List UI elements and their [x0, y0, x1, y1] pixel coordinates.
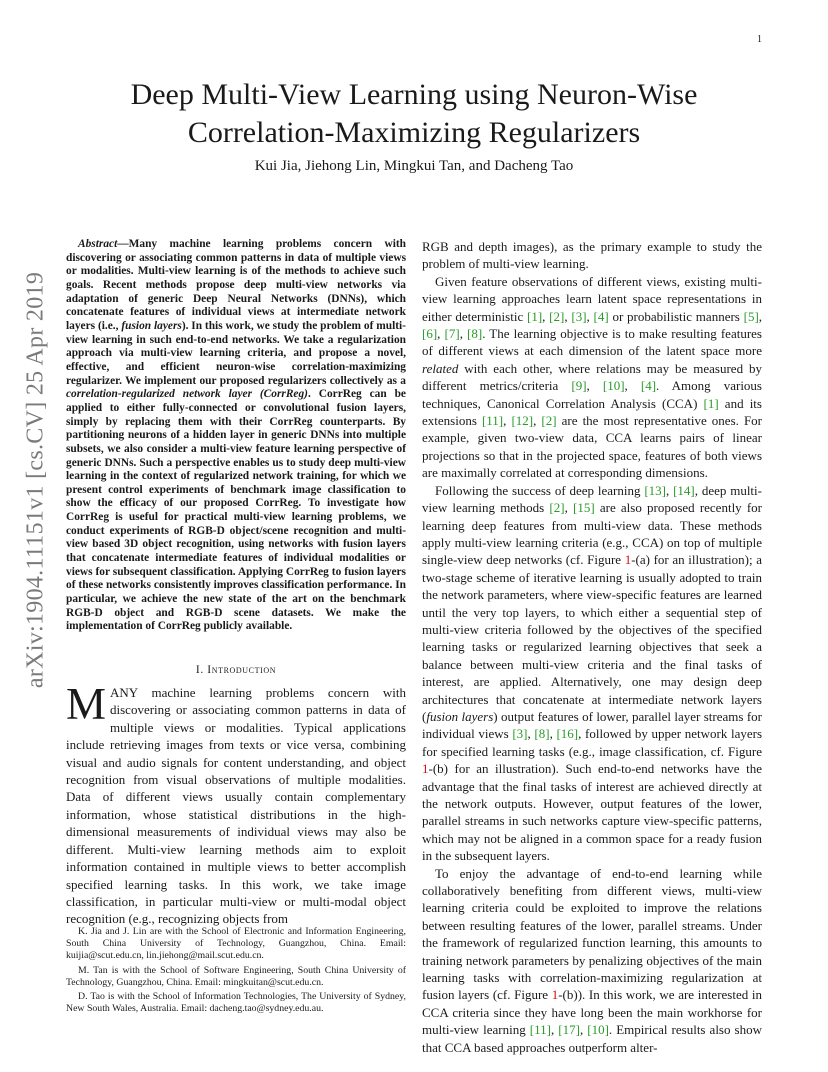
abstract-text-3: . CorrReg can be applied to either fully-connected or convolutional fusion layers, simply by replacing them with their CorrReg counterparts. By partitioning neurons of a hidden layer in generic DNNs into multiple subsets, we also consider a multi-view feature learning perspective of generic DNNs. Such a perspective enables us to study deep multi-view learning in the context of regularized network training, for which we present control experiments of benchmark image classification to show the efficacy of our proposed CorrReg. To investigate how CorrReg is useful for practical multi-view learning problems, we conduct experiments of RGB-D object/scene recognition and multi-view based 3D object recognition, using networks with fusion layers that concatenate intermediate features of individual modalities or views for subsequent classification. Applying CorrReg to fusion layers of these networks consistently improves classification performance. In particular, we achieve the new state of the art on the benchmark RGB-D object and RGB-D scene datasets. We make the implementation of CorrReg publicly available.: [66, 388, 406, 633]
emphasis: related: [422, 360, 459, 376]
text-run: To enjoy the advantage of end-to-end learning while collaboratively benefiting from different views, multi-view learning criteria could be exploited to improve the relations between resulting features of the lower, parallel streams. Under the framework of regularized function learning, this amounts to training network parameters by penalizing objectives of the main learning tasks with correlation-maximizing regularization at fusion layers (cf. Figure: [422, 865, 762, 1003]
footnote-tan: M. Tan is with the School of Software Engineering, South China University of Technology, Guangzhou, China. Email: mingkuitan@scut.edu.cn.: [66, 964, 406, 988]
text-run: , followed by upper network layers for specified learning tasks (e.g., image classification, cf. Figure: [422, 726, 763, 759]
drop-cap: M: [66, 679, 107, 730]
citation-link[interactable]: [2]: [541, 413, 557, 429]
citation-link[interactable]: [16]: [556, 726, 579, 742]
title-line-1: Deep Multi-View Learning using Neuron-Wise: [130, 78, 698, 111]
citation-link[interactable]: [1]: [526, 308, 543, 324]
text-run: . The learning objective is to make resulting features of different views at each dimension of the latent space more: [422, 326, 762, 359]
abstract-text-2: ). In this work, we study the problem of multi-view learning in such end-to-end networks. We take a regularization approach via multi-view learning criteria, and propose a novel, effective, and efficient neuron-wise correlation-maximizing regularizer. We implement our proposed regularizers collectively as a: [66, 319, 406, 387]
text-run: Following the success of deep learning: [435, 482, 645, 498]
text-run: are also proposed recently for learning deep features from multi-view data. These methods apply multi-view learning criteria (e.g., CCA) on top of multiple single-view deep networks (cf. Figure: [422, 500, 763, 568]
intro-paragraph-4: To enjoy the advantage of end-to-end learning while collaboratively benefiting from different views, multi-view learning criteria could be exploited to improve the relations between resulting features of the lower, parallel streams. Under the framework of regularized function learning, this amounts to training network parameters by penalizing objectives of the main learning tasks with correlation-maximizing regularization at fusion layers (cf. Figure 1-(b)). In this work, we are interested in CCA criteria since they have long been the main workhorse for multi-view learning [11], [17], [10]. Empirical results also show that CCA based approaches outperform alter-: [422, 865, 763, 1055]
page-number: 1: [757, 34, 762, 45]
abstract-text-1: —Many machine learning problems concern with discovering or associating common patterns in data of multiple views or modalities. Multi-view learning is of the methods to achieve such goals. Recent methods propose deep multi-view networks via adaptation of generic Deep Neural Networks (DNNs), which concatenate features of individual views at intermediate network layers (i.e.,: [66, 238, 406, 332]
abstract-label: Abstract: [78, 238, 118, 250]
citation-link[interactable]: [8]: [467, 326, 483, 342]
text-run: are the most representative ones. For example, given two-view data, CCA learns pairs of linear projections so that in the projected space, features of both views are maximally correlated at corresponding dimensions.: [422, 413, 763, 481]
section-heading-introduction: I. Introduction: [195, 664, 277, 677]
author-footnotes: [66, 926, 406, 1017]
citation-link[interactable]: [2]: [549, 500, 565, 516]
figure-reference-link[interactable]: 1: [624, 552, 632, 568]
citation-link[interactable]: [15]: [573, 500, 595, 516]
footnote-tao: D. Tao is with the School of Information Technologies, The University of Sydney, New South Wales, Australia. Email: dacheng.tao@sydney.edu.au.: [66, 991, 406, 1015]
citation-link[interactable]: [1]: [703, 395, 719, 411]
paper-title: [60, 76, 768, 152]
abstract-emphasis-2: correlation-regularized network layer (CorrReg): [66, 388, 308, 401]
citation-link[interactable]: [3]: [571, 308, 587, 324]
text-run: or probabilistic manners: [608, 308, 744, 324]
intro-paragraph-2: Given feature observations of different views, existing multi-view learning approaches learn latent space representations in either deterministic [1], [2], [3], [4] or probabilistic manners [5], [6], [7], [8]. The learning objective is to make resulting features of different views at each dimension of the latent space more related with each other, where relations may be measured by different metrics/criteria [9], [10], [4]. Among various techniques, Canonical Correlation Analysis (CCA) [1] and its extensions [11], [12], [2] are the most representative ones. For example, given two-view data, CCA learns pairs of linear projections so that in the projected space, features of both views are maximally correlated at corresponding dimensions.: [422, 273, 763, 481]
citation-link[interactable]: [10]: [587, 1022, 609, 1038]
citation-link[interactable]: [7]: [444, 326, 460, 342]
citation-link[interactable]: [17]: [558, 1022, 580, 1038]
citation-link[interactable]: [4]: [593, 308, 609, 324]
continuation-paragraph: RGB and depth images), as the primary example to study the problem of multi-view learning.: [422, 239, 762, 272]
abstract-emphasis-1: fusion layers: [121, 319, 182, 332]
author-list: Kui Jia, Jiehong Lin, Mingkui Tan, and Dacheng Tao: [254, 158, 574, 174]
text-run: -(b) for an illustration). Such end-to-end networks have the advantage that the final tasks of interest are achieved directly at the network outputs. However, output features of the lower, parallel streams in such networks capture view-specific patterns, which may not be aligned in a common space for a ready fusion in the subsequent layers.: [422, 761, 762, 864]
text-run: . Empirical results also show that CCA based approaches outperform alter-: [422, 1022, 763, 1055]
citation-link[interactable]: [9]: [571, 378, 587, 394]
citation-link[interactable]: [13]: [644, 482, 666, 498]
emphasis: fusion layers: [426, 708, 494, 724]
intro-paragraph-3: Following the success of deep learning [13], [14], deep multi-view learning methods [2], [15] are also proposed recently for learning deep features from multi-view data. These methods apply multi-view learning criteria (e.g., CCA) on top of multiple single-view deep networks (cf. Figure 1-(a) for an illustration); a two-stage scheme of iterative learning is usually adopted to train the network parameters, where view-specific features are learned until the very top layers, to which either a sequential step of multi-view criteria followed by the objectives of the specified learning tasks or regularized learning objectives that seek a balance between multi-view criteria and the final tasks of interest, are applied. Alternatively, one may design deep architectures that concatenate at intermediate network layers (fusion layers) output features of lower, parallel layer streams for individual views [3], [8], [16], followed by upper network layers for specified learning tasks (e.g., image classification, cf. Figure 1-(b) for an illustration). Such end-to-end networks have the advantage that the final tasks of interest are achieved directly at the network outputs. However, output features of the lower, parallel streams in such networks capture view-specific patterns, which may not be aligned in a common space for a ready fusion in the subsequent layers.: [422, 482, 763, 864]
text-run: -(a) for an illustration); a two-stage scheme of iterative learning is usually adopted to train the network parameters, where view-specific features are learned until the very top layers, to which either a sequential step of multi-view criteria followed by the objectives of the specified learning tasks or regularized learning objectives that seek a balance between multi-view criteria and the final tasks of interest, are applied. Alternatively, one may design deep architectures that concatenate at intermediate network layers (: [422, 552, 762, 724]
citation-link[interactable]: [14]: [673, 482, 695, 498]
citation-link[interactable]: [6]: [422, 326, 438, 342]
right-column: [422, 238, 762, 1056]
figure-reference-link[interactable]: 1: [422, 761, 429, 777]
citation-link[interactable]: [11]: [481, 413, 504, 429]
abstract: [66, 238, 406, 634]
text-run: . Among various techniques, Canonical Correlation Analysis (CCA): [422, 378, 762, 411]
citation-link[interactable]: [5]: [743, 308, 759, 324]
citation-link[interactable]: [11]: [529, 1022, 551, 1038]
citation-link[interactable]: [2]: [549, 308, 565, 324]
text-run: , deep multi-view learning methods: [422, 482, 762, 516]
citation-link[interactable]: [12]: [511, 413, 534, 429]
text-run: -(b)). In this work, we are interested in CCA criteria since they have long been the main workhorse for multi-view learning: [422, 987, 762, 1038]
citation-link[interactable]: [4]: [640, 378, 657, 394]
intro-paragraph-1-text: ANY machine learning problems concern with discovering or associating common patterns in data of multiple views or modalities. Typical applications include retrieving images from texts or vice versa, combining visual and audio signals for content understanding, and object recognition from visual observations of multiple modalities. Data of different views usually contain complementary information, whose statistical distributions in the high-dimensional measurements of individual views may also be different. Multi-view learning methods aim to exploit information contained in multiple views to better accomplish specified learning tasks. In this work, we take image classification, in particular multi-view or multi-modal object recognition (e.g., recognizing objects from: [66, 685, 406, 927]
arxiv-identifier[interactable]: arXiv:1904.11151v1 [cs.CV] 25 Apr 2019: [22, 271, 49, 689]
figure-reference-link[interactable]: 1: [551, 987, 559, 1003]
intro-paragraph-1: [66, 679, 406, 928]
citation-link[interactable]: [10]: [602, 378, 625, 394]
text-run: with each other, where relations may be measured by different metrics/criteria: [422, 360, 762, 394]
citation-link[interactable]: [8]: [534, 726, 550, 742]
text-run: and its extensions: [422, 395, 762, 429]
left-column: [66, 238, 406, 928]
text-run: Given feature observations of different views, existing multi-view learning approaches learn latent space representations in either deterministic: [422, 273, 762, 324]
text-run: ) output features of lower, parallel layer streams for individual views: [422, 708, 762, 742]
citation-link[interactable]: [3]: [512, 726, 528, 742]
footnote-jia-lin: K. Jia and J. Lin are with the School of Electronic and Information Engineering, South China University of Technology, Guangzhou, China. Email: kuijia@scut.edu.cn, lin.jiehong@mail.scut.edu.cn.: [66, 926, 406, 962]
title-line-2: Correlation-Maximizing Regularizers: [187, 116, 641, 149]
